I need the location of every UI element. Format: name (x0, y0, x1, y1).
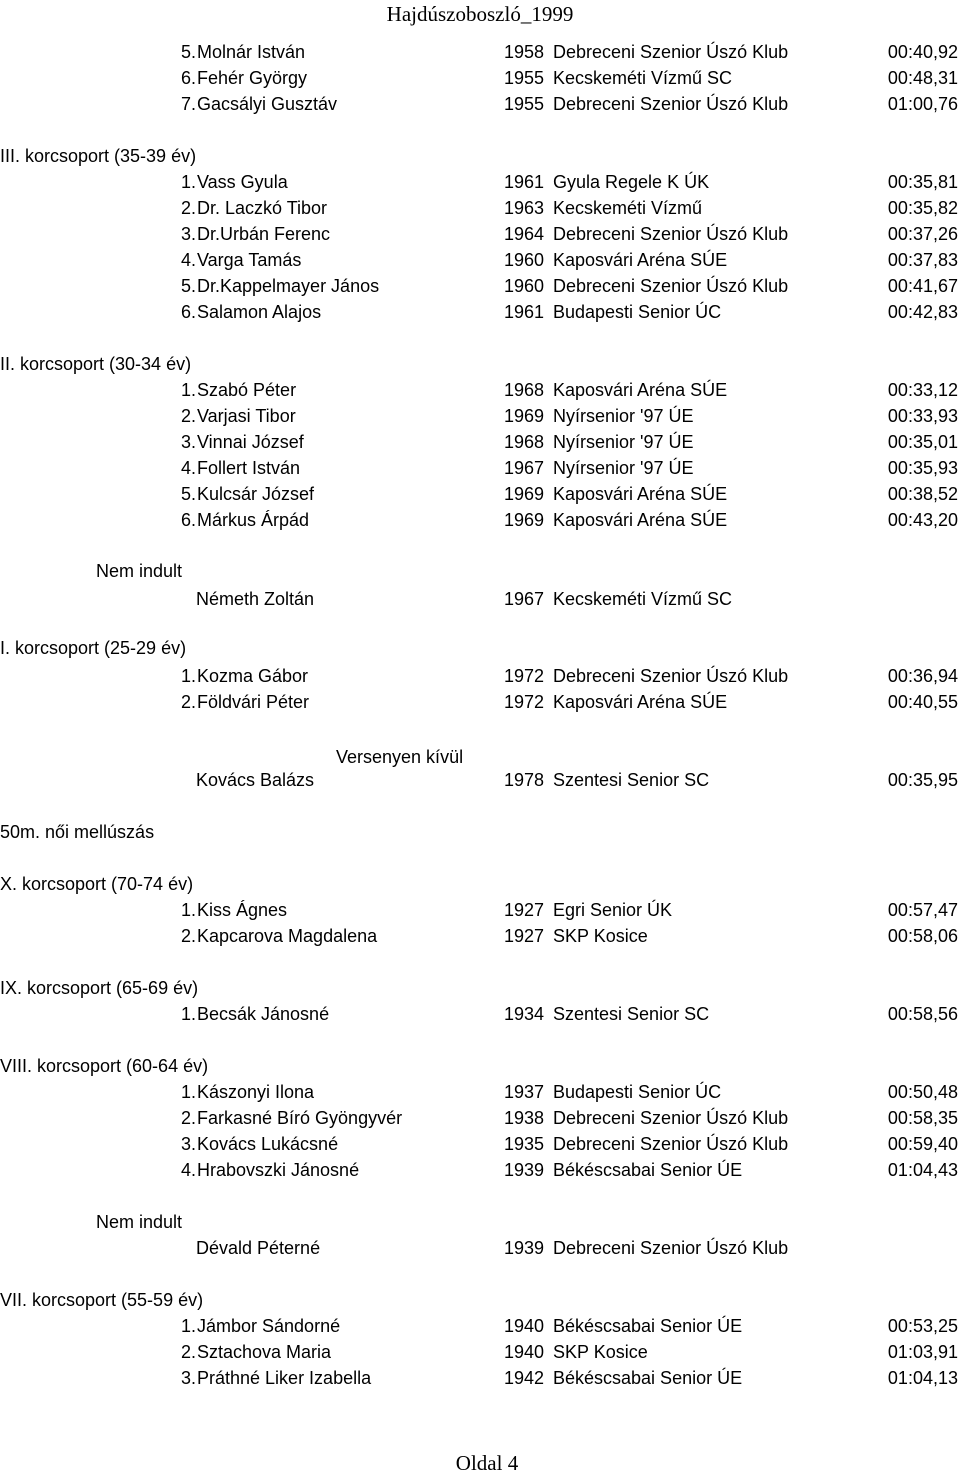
birth-year: 1955 (504, 94, 545, 114)
club-name: Szentesi Senior SC (553, 1004, 710, 1024)
result-time: 00:35,82 (887, 198, 958, 218)
swimmer-name: Márkus Árpád (197, 510, 310, 530)
swimmer-name: Dévald Péterné (196, 1238, 321, 1258)
swimmer-name: Hrabovszki Jánosné (197, 1160, 360, 1180)
club-name: Kaposvári Aréna SÚE (553, 510, 728, 530)
club-name: Nyírsenior '97 ÚE (553, 406, 694, 426)
result-position: 2. (180, 1108, 196, 1128)
group-heading: 50m. női mellúszás (0, 822, 155, 842)
result-position: 1. (180, 666, 196, 686)
group-heading: I. korcsoport (25-29 év) (0, 638, 187, 658)
club-name: Egri Senior ÚK (553, 900, 673, 920)
birth-year: 1940 (504, 1316, 545, 1336)
result-position: 6. (180, 302, 196, 322)
result-time: 00:41,67 (887, 276, 958, 296)
swimmer-name: Jámbor Sándorné (197, 1316, 341, 1336)
result-time: 00:59,40 (887, 1134, 958, 1154)
result-time: 00:58,56 (887, 1004, 958, 1024)
result-time: 00:42,83 (887, 302, 958, 322)
club-name: SKP Kosice (553, 926, 648, 946)
result-time: 00:37,83 (887, 250, 958, 270)
result-position: 1. (180, 380, 196, 400)
swimmer-name: Kapcarova Magdalena (197, 926, 378, 946)
result-position: 4. (180, 458, 196, 478)
birth-year: 1961 (504, 172, 545, 192)
club-name: Debreceni Szenior Úszó Klub (553, 1238, 789, 1258)
swimmer-name: Sztachova Maria (197, 1342, 332, 1362)
result-position: 1. (180, 1004, 196, 1024)
status-note: Nem indult (96, 561, 183, 581)
result-time: 00:37,26 (887, 224, 958, 244)
page-header: Hajdúszoboszló_1999 (386, 2, 574, 26)
result-time: 00:35,81 (887, 172, 958, 192)
swimmer-name: Varjasi Tibor (197, 406, 296, 426)
result-position: 2. (180, 198, 196, 218)
birth-year: 1939 (504, 1160, 545, 1180)
group-heading: X. korcsoport (70-74 év) (0, 874, 194, 894)
result-position: 2. (180, 406, 196, 426)
result-position: 4. (180, 250, 196, 270)
club-name: SKP Kosice (553, 1342, 648, 1362)
birth-year: 1968 (504, 380, 545, 400)
swimmer-name: Fehér György (197, 68, 308, 88)
group-heading: III. korcsoport (35-39 év) (0, 146, 197, 166)
result-position: 1. (180, 172, 196, 192)
group-heading: VIII. korcsoport (60-64 év) (0, 1056, 209, 1076)
result-position: 3. (180, 1134, 196, 1154)
result-time: 00:35,93 (887, 458, 958, 478)
club-name: Nyírsenior '97 ÚE (553, 432, 694, 452)
birth-year: 1955 (504, 68, 545, 88)
result-time: 00:58,35 (887, 1108, 958, 1128)
club-name: Kaposvári Aréna SÚE (553, 484, 728, 504)
result-time: 00:35,01 (887, 432, 958, 452)
swimmer-name: Németh Zoltán (196, 589, 315, 609)
swimmer-name: Dr.Urbán Ferenc (197, 224, 331, 244)
result-time: 00:40,92 (887, 42, 958, 62)
birth-year: 1963 (504, 198, 545, 218)
birth-year: 1968 (504, 432, 545, 452)
club-name: Kaposvári Aréna SÚE (553, 380, 728, 400)
result-position: 7. (180, 94, 196, 114)
result-time: 00:43,20 (887, 510, 958, 530)
club-name: Békéscsabai Senior ÚE (553, 1368, 743, 1388)
result-position: 2. (180, 1342, 196, 1362)
swimmer-name: Salamon Alajos (197, 302, 322, 322)
result-time: 00:40,55 (887, 692, 958, 712)
club-name: Szentesi Senior SC (553, 770, 710, 790)
result-time: 00:48,31 (887, 68, 958, 88)
swimmer-name: Varga Tamás (197, 250, 302, 270)
club-name: Debreceni Szenior Úszó Klub (553, 666, 789, 686)
result-time: 00:33,93 (887, 406, 958, 426)
club-name: Debreceni Szenior Úszó Klub (553, 276, 789, 296)
club-name: Kecskeméti Vízmű (553, 198, 703, 218)
result-position: 3. (180, 432, 196, 452)
result-position: 3. (180, 1368, 196, 1388)
result-position: 6. (180, 510, 196, 530)
birth-year: 1969 (504, 406, 545, 426)
club-name: Kecskeméti Vízmű SC (553, 68, 733, 88)
result-time: 01:04,13 (887, 1368, 958, 1388)
swimmer-name: Dr. Laczkó Tibor (197, 198, 328, 218)
birth-year: 1960 (504, 276, 545, 296)
result-position: 3. (180, 224, 196, 244)
result-time: 01:04,43 (887, 1160, 958, 1180)
swimmer-name: Becsák Jánosné (197, 1004, 330, 1024)
club-name: Budapesti Senior ÚC (553, 1082, 722, 1102)
birth-year: 1969 (504, 510, 545, 530)
birth-year: 1964 (504, 224, 545, 244)
result-position: 5. (180, 484, 196, 504)
result-time: 00:53,25 (887, 1316, 958, 1336)
birth-year: 1942 (504, 1368, 545, 1388)
birth-year: 1972 (504, 666, 545, 686)
result-position: 2. (180, 692, 196, 712)
swimmer-name: Molnár István (197, 42, 306, 62)
club-name: Debreceni Szenior Úszó Klub (553, 1134, 789, 1154)
club-name: Nyírsenior '97 ÚE (553, 458, 694, 478)
swimmer-name: Szabó Péter (197, 380, 297, 400)
club-name: Gyula Regele K ÚK (553, 172, 710, 192)
result-position: 5. (180, 42, 196, 62)
result-time: 00:38,52 (887, 484, 958, 504)
birth-year: 1927 (504, 926, 545, 946)
birth-year: 1958 (504, 42, 545, 62)
swimmer-name: Kozma Gábor (197, 666, 309, 686)
result-time: 00:36,94 (887, 666, 958, 686)
group-heading: VII. korcsoport (55-59 év) (0, 1290, 204, 1310)
swimmer-name: Kiss Ágnes (197, 900, 288, 920)
result-position: 6. (180, 68, 196, 88)
result-time: 01:00,76 (887, 94, 958, 114)
birth-year: 1934 (504, 1004, 545, 1024)
birth-year: 1940 (504, 1342, 545, 1362)
swimmer-name: Kovács Balázs (196, 770, 315, 790)
swimmer-name: Kulcsár József (197, 484, 315, 504)
birth-year: 1961 (504, 302, 545, 322)
club-name: Kaposvári Aréna SÚE (553, 692, 728, 712)
club-name: Debreceni Szenior Úszó Klub (553, 1108, 789, 1128)
result-position: 2. (180, 926, 196, 946)
birth-year: 1978 (504, 770, 545, 790)
result-time: 01:03,91 (887, 1342, 958, 1362)
status-note: Versenyen kívül (336, 747, 464, 767)
club-name: Budapesti Senior ÚC (553, 302, 722, 322)
birth-year: 1927 (504, 900, 545, 920)
club-name: Debreceni Szenior Úszó Klub (553, 224, 789, 244)
birth-year: 1967 (504, 458, 545, 478)
swimmer-name: Dr.Kappelmayer János (197, 276, 380, 296)
birth-year: 1939 (504, 1238, 545, 1258)
club-name: Kecskeméti Vízmű SC (553, 589, 733, 609)
swimmer-name: Kovács Lukácsné (197, 1134, 339, 1154)
club-name: Debreceni Szenior Úszó Klub (553, 94, 789, 114)
club-name: Debreceni Szenior Úszó Klub (553, 42, 789, 62)
swimmer-name: Földvári Péter (197, 692, 310, 712)
result-position: 1. (180, 900, 196, 920)
result-time: 00:57,47 (887, 900, 958, 920)
birth-year: 1969 (504, 484, 545, 504)
result-position: 1. (180, 1316, 196, 1336)
birth-year: 1960 (504, 250, 545, 270)
swimmer-name: Farkasné Bíró Gyöngyvér (197, 1108, 403, 1128)
birth-year: 1937 (504, 1082, 545, 1102)
birth-year: 1935 (504, 1134, 545, 1154)
status-note: Nem indult (96, 1212, 183, 1232)
result-time: 00:33,12 (887, 380, 958, 400)
result-time: 00:50,48 (887, 1082, 958, 1102)
club-name: Békéscsabai Senior ÚE (553, 1160, 743, 1180)
result-position: 5. (180, 276, 196, 296)
result-time: 00:35,95 (887, 770, 958, 790)
birth-year: 1967 (504, 589, 545, 609)
result-position: 4. (180, 1160, 196, 1180)
swimmer-name: Vinnai József (197, 432, 304, 452)
club-name: Kaposvári Aréna SÚE (553, 250, 728, 270)
swimmer-name: Práthné Liker Izabella (197, 1368, 372, 1388)
group-heading: IX. korcsoport (65-69 év) (0, 978, 199, 998)
swimmer-name: Kászonyi Ilona (197, 1082, 315, 1102)
club-name: Békéscsabai Senior ÚE (553, 1316, 743, 1336)
swimmer-name: Follert István (197, 458, 301, 478)
birth-year: 1972 (504, 692, 545, 712)
result-time: 00:58,06 (887, 926, 958, 946)
group-heading: II. korcsoport (30-34 év) (0, 354, 192, 374)
page-footer: Oldal 4 (455, 1451, 519, 1475)
result-position: 1. (180, 1082, 196, 1102)
swimmer-name: Gacsályi Gusztáv (197, 94, 338, 114)
birth-year: 1938 (504, 1108, 545, 1128)
swimmer-name: Vass Gyula (197, 172, 288, 192)
